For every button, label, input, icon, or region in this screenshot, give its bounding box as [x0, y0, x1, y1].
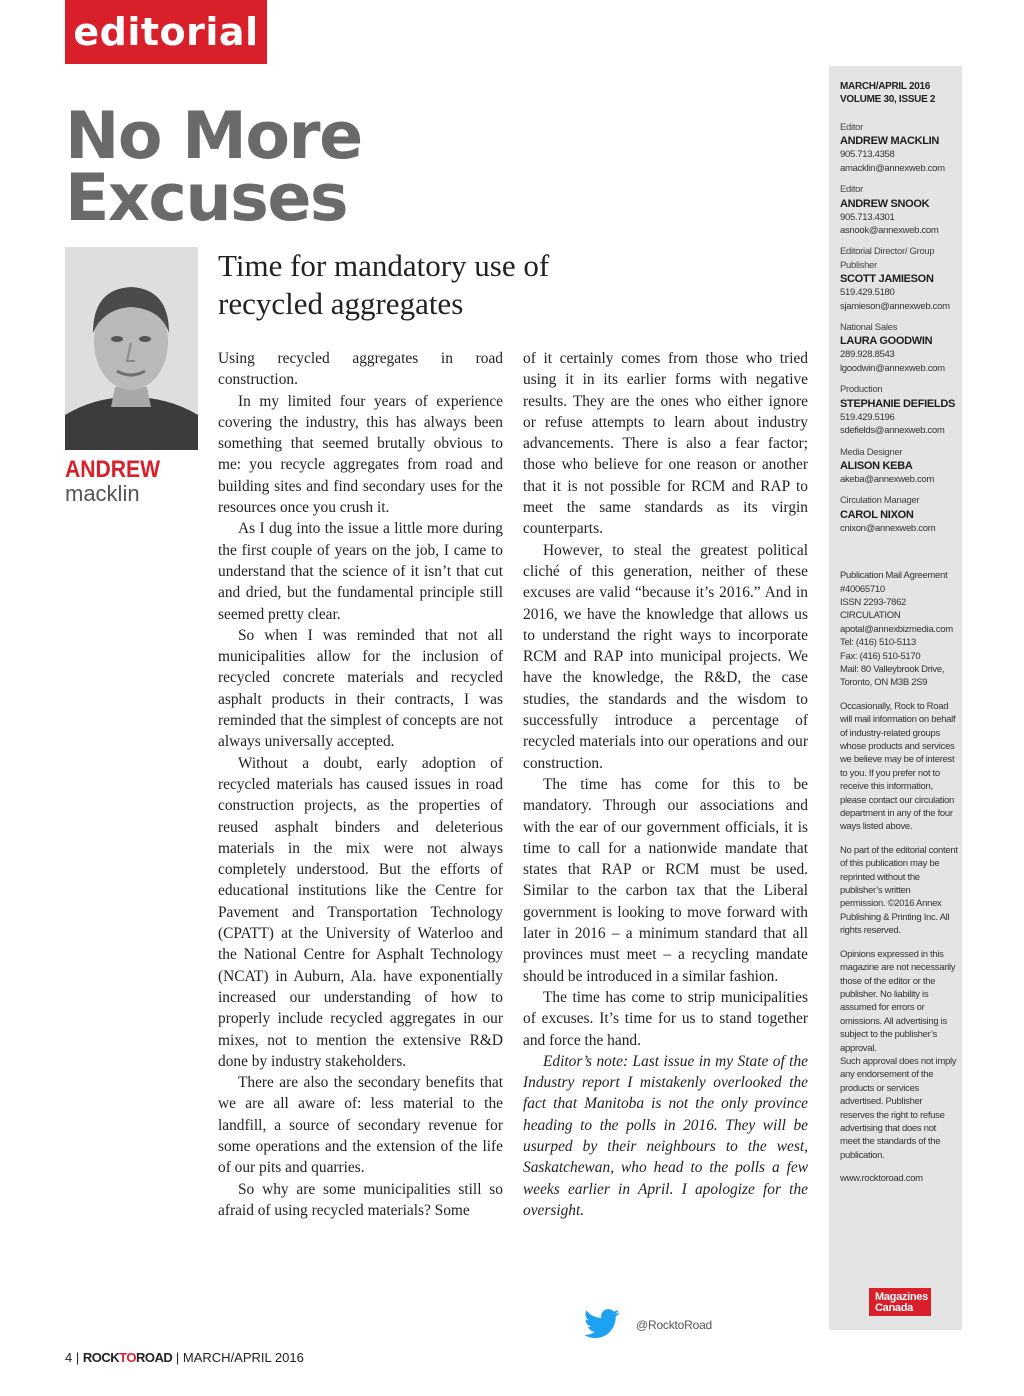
twitter-bird-icon[interactable] [584, 1309, 620, 1339]
staff-phone: 519.429.5180 [840, 287, 895, 299]
staff-role: Editor [840, 122, 864, 133]
article-paragraph: Using recycled aggregates in road construction. [218, 350, 503, 389]
article-paragraph: However, to steal the greatest political cliché of this generation, neither of these excuses are valid “because it’s 2016.” And in 2016, we have the knowledge that allows us to understand the right ways to incorporate RCM and RAP into municipal projects. We have the knowledge, the R&D, the case studies, the standards and the wisdom to successfully introduce a percentage of recycled materials into our operations and our construction. [523, 541, 808, 772]
staff-name: LAURA GOODWIN [840, 335, 933, 348]
staff-role: National Sales [840, 322, 898, 334]
article-paragraph: Without a doubt, early adoption of recycled materials has caused issues in road construction projects, as the properties of reused asphalt binders and deleterious materials in the mix were not always completely understood. But the efforts of educational institutions like the Centre for Pavement and Transportation Technology (CPATT) at the University of Waterloo and the National Centre for Asphalt Technology (NCAT) in Auburn, Ala. have exponentially increased our understanding of how to properly include recycled aggregates in our mixes, not to mention the extensive R&D done by industry stakeholders. [218, 754, 503, 1070]
staff-name: CAROL NIXON [840, 508, 914, 521]
publication-line: apotal@annexbizmedia.com [840, 623, 953, 635]
magazines-canada-logo: Magazines Canada [869, 1288, 931, 1316]
staff-email[interactable]: akeba@annexweb.com [840, 473, 935, 485]
notice-opinions: Opinions expressed in this magazine are not necessarily those of the editor or the publisher. No liability is assumed for errors or omissions. All advertising is subject to the publisher’s approval. [840, 948, 956, 1054]
website-link[interactable]: www.rocktoroad.com [840, 1173, 923, 1185]
staff-name: ANDREW SNOOK [840, 197, 930, 210]
staff-entry [840, 383, 958, 437]
staff-email[interactable]: sdefields@annexweb.com [840, 425, 945, 437]
staff-name: SCOTT JAMIESON [840, 273, 934, 286]
article-column-1 [218, 348, 503, 1221]
staff-email[interactable]: sjamieson@annexweb.com [840, 300, 950, 312]
staff-phone: 519.429.5196 [840, 411, 895, 423]
article-paragraph: As I dug into the issue a little more during the first couple of years on the job, I came to understand that the science of it isn’t that cut and dried, but the fundamental principle still seemed pretty clear. [218, 520, 503, 623]
author-photo [65, 247, 198, 450]
staff-phone: 905.713.4358 [840, 149, 895, 161]
staff-entry [840, 245, 958, 313]
article-paragraph: Editor’s note: Last issue in my State of the Industry report I mistakenly overlooked the fact that Manitoba is not the only province heading to the polls in 2016. They will be usurped by their neighbours to the west, Saskatchewan, who head to the polls a few weeks earlier in April. I apologize for the oversight. [523, 1052, 808, 1219]
author-portrait-image [65, 247, 198, 450]
masthead-staff-list [840, 121, 958, 535]
publication-line: ISSN 2293-7862 [840, 596, 907, 608]
staff-phone: 289.928.8543 [840, 349, 895, 361]
masthead-sidebar [829, 66, 962, 1330]
staff-entry [840, 183, 958, 237]
twitter-handle[interactable]: @RocktoRoad [636, 1318, 713, 1332]
headline-line-1: No More [65, 99, 362, 174]
staff-role: Media Designer [840, 446, 903, 458]
article-paragraph: The time has come for this to be mandatory. Through our associations and with the ear of our government officials, it is time to call for a nationwide mandate that states that RAP or RCM must be used. Similar to the carbon tax that the Liberal government is looking to move forward with later in 2016 – a minimum standard that all provinces must meet – a recycling mandate should be introduced in a similar fashion. [523, 775, 808, 985]
staff-name: ALISON KEBA [840, 459, 913, 472]
publication-line: Tel: (416) 510-5113 [840, 637, 916, 649]
article-paragraph: In my limited four years of experience covering the industry, this has always been something that seemed brutally obvious to me: you recycle aggregates from road and building sites and find secondary uses for the resources once you crush it. [218, 392, 503, 517]
staff-name: STEPHANIE DEFIELDS [840, 397, 956, 410]
staff-email[interactable]: lgoodwin@annexweb.com [840, 362, 945, 374]
footer-issue-date: MARCH/APRIL 2016 [182, 1350, 304, 1365]
staff-entry [840, 446, 958, 487]
staff-role: Editorial Director/ Group Publisher [840, 246, 935, 271]
publication-line: #40065710 [840, 583, 885, 595]
headline-line-2: Excuses [65, 161, 348, 236]
article-column-2 [523, 348, 808, 1221]
staff-role: Editor [840, 184, 864, 196]
staff-email[interactable]: asnook@annexweb.com [840, 225, 939, 237]
staff-role: Production [840, 384, 883, 396]
notice-endorsement: Such approval does not imply any endorsement of the products or services advertised. Publisher reserves the right to refuse advertising that does not meet the standards of the publication. [840, 1055, 957, 1161]
publication-line: Fax: (416) 510-5170 [840, 650, 921, 662]
publication-line: Toronto, ON M3B 2S9 [840, 677, 928, 689]
article-paragraph: So why are some municipalities still so afraid of using recycled materials? Some [218, 1180, 503, 1219]
staff-phone: 905.713.4301 [840, 211, 895, 223]
staff-role: Circulation Manager [840, 495, 920, 507]
staff-name: ANDREW MACKLIN [840, 135, 940, 148]
staff-entry [840, 121, 958, 175]
publication-line: CIRCULATION [840, 610, 901, 622]
article-paragraph: There are also the secondary benefits that we are all aware of: less material to the landfill, a source of secondary revenue for some operations and the extension of the life of our pits and quarries. [218, 1074, 503, 1177]
notice-mail: Occasionally, Rock to Road will mail information on behalf of industry-related groups whose products and services we believe may be of interest to you. If you prefer not to receive this information, please contact our circulation department in any of the four ways listed above. [840, 700, 956, 833]
masthead-issue [840, 80, 958, 106]
section-tag: editorial [65, 0, 267, 64]
staff-email[interactable]: cnixon@annexweb.com [840, 522, 936, 534]
publication-info [840, 569, 958, 690]
masthead-issue-date: MARCH/APRIL 2016 [840, 81, 931, 92]
article-paragraph: The time has come to strip municipalities of excuses. It’s time for us to stand together and force the hand. [523, 988, 808, 1049]
article-paragraph: of it certainly comes from those who tried using it in its earlier forms with negative results. They are the ones who either ignore or refuse attempts to learn about industry advancements. There is also a fear factor; those who believe for one reason or another that it is not possible for RCM and RAP to meet the same standards as its virgin counterparts. [523, 350, 808, 538]
magazine-logo: ROCKTOROAD [82, 1350, 173, 1365]
staff-entry [840, 494, 958, 535]
staff-entry [840, 321, 958, 375]
page-number: 4 [65, 1350, 73, 1365]
publication-line: Publication Mail Agreement [840, 570, 948, 582]
subheadline: Time for mandatory use of recycled aggregates [218, 248, 550, 321]
article-paragraph: So when I was reminded that not all municipalities allow for the inclusion of recycled concrete materials and recycled asphalt products in their contracts, I was reminded that the simplest of concepts are not always universally accepted. [218, 626, 503, 751]
page-footer: 4 | ROCKTOROAD | MARCH/APRIL 2016 [65, 1350, 304, 1365]
notice-copyright: No part of the editorial content of this publication may be reprinted without the publisher’s written permission. ©2016 Annex Publishing & Printing Inc. All rights reserved. [840, 844, 958, 937]
author-last-name: macklin [65, 481, 140, 506]
masthead-volume: VOLUME 30, ISSUE 2 [840, 94, 936, 105]
headline [65, 99, 362, 236]
author-first-name: ANDREW [65, 456, 161, 483]
publication-line: Mail: 80 Valleybrook Drive, [840, 663, 945, 675]
staff-email[interactable]: amacklin@annexweb.com [840, 162, 945, 174]
